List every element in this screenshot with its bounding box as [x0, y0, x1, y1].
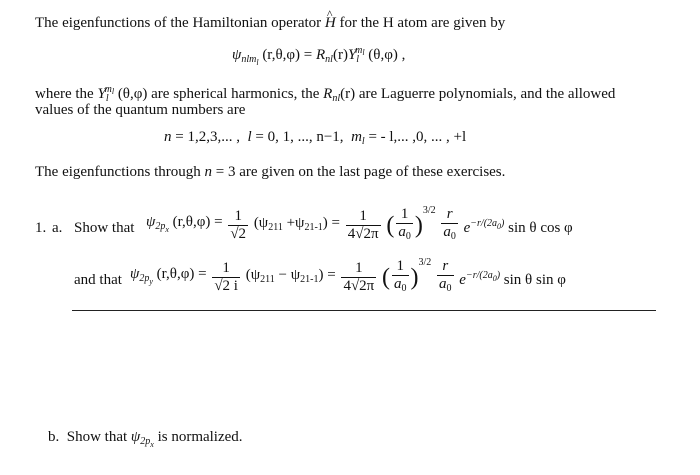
frac-num: 1 [346, 208, 381, 226]
and-that-text: and that [74, 272, 122, 288]
fraction-1-over-sqrt2i [212, 260, 240, 295]
problem-1b [48, 428, 243, 454]
through-n: n [204, 164, 213, 180]
paren-close: ) [414, 212, 423, 239]
frac-den-sub: 0 [446, 283, 452, 295]
combo-plus: +ψ [286, 215, 305, 232]
frac-den: a [394, 276, 402, 293]
frac-den-sub: 0 [401, 283, 407, 295]
frac-num: 1 [341, 260, 376, 278]
qn-l: l [247, 129, 252, 145]
frac-num: 1 [396, 206, 413, 224]
frac-den: 4√2π [347, 226, 379, 243]
frac-den: √2 [230, 226, 247, 243]
ylm-inline: Y [97, 86, 106, 102]
paren-close: ) [410, 264, 419, 291]
frac-den: a [443, 224, 451, 241]
problem-1b-text-b: is normalized. [157, 429, 243, 445]
combo-close: ) = [318, 267, 336, 284]
frac-num: 1 [392, 258, 409, 276]
exp-power-end: ) [496, 269, 501, 281]
qn-m: m [351, 129, 362, 145]
paren-open: ( [382, 264, 390, 291]
qn-n-values: = 1,2,3,... , [175, 129, 240, 145]
frac-den-sub: 0 [450, 231, 456, 243]
combo-sub-2: 21-1 [304, 222, 323, 234]
exp-e: e [463, 219, 471, 236]
psi-2px-1b-subsub: x [150, 440, 154, 449]
exponent-3-2: 3/2 [418, 257, 432, 268]
psi-subscript-2: l [256, 58, 259, 67]
fraction-r-over-a0 [441, 206, 458, 245]
intro-text-pre: The eigenfunctions of the Hamiltonian operator [35, 15, 322, 31]
exp-power-end: ) [501, 217, 505, 229]
through-line [35, 163, 505, 181]
psi-2py: ψ [130, 265, 140, 282]
psi-2px-1b: ψ [130, 429, 141, 445]
hamiltonian-operator: ^ H [325, 14, 336, 32]
ylm-superscript: m [355, 45, 363, 56]
rnl-inline-sub: nl [332, 93, 341, 104]
where-line-2: values of the quantum numbers are [35, 102, 246, 118]
fraction-1-over-a0 [392, 258, 409, 297]
psi-args: (r,θ,φ) = [262, 47, 313, 63]
frac-num: r [441, 206, 458, 224]
radial-args: (r) [332, 47, 348, 63]
ylm-inline-sup-sub: l [111, 87, 115, 96]
trig-factor: sin θ cos φ [508, 219, 573, 236]
fraction-1-over-4sqrt2pi [341, 260, 376, 295]
fraction-1-over-4sqrt2pi [346, 208, 381, 243]
combo-sub-1: 211 [260, 274, 275, 286]
combo-sub-1: 211 [268, 222, 283, 234]
combo-open: (ψ [253, 215, 269, 232]
where-text-b: (θ,φ) are spherical harmonics, the [117, 86, 320, 102]
combo-close: ) = [322, 215, 341, 232]
psi-2py-subsub: y [149, 276, 153, 286]
combo-minus: − ψ [278, 267, 301, 284]
exp-power-sub: 0 [497, 221, 502, 231]
where-text-c: (r) are Laguerre polynomials, and the allowed [340, 86, 616, 102]
where-text-a: where the [35, 86, 94, 102]
problem-1b-text-a: Show that [66, 429, 128, 445]
psi-2px-subsub: x [165, 224, 169, 234]
ylm-inline-sub: l [105, 93, 109, 104]
show-that-1a: Show that [74, 220, 135, 236]
combo-open: (ψ [245, 267, 261, 284]
psi-2px-args: (r,θ,φ) = [172, 213, 223, 230]
frac-den: a [398, 224, 406, 241]
fraction-1-over-a0 [396, 206, 413, 245]
through-text-b: = 3 are given on the last page of these exercises. [215, 164, 506, 180]
frac-num: 1 [212, 260, 240, 278]
qn-l-values: = 0, 1, ..., n−1, [255, 129, 344, 145]
exp-power: −r/(2a [470, 217, 498, 229]
qn-m-sub: l [361, 136, 365, 147]
ylm-superscript-sub: l [362, 48, 365, 57]
problem-1b-label: b. [48, 429, 60, 445]
psi-2py-args: (r,θ,φ) = [156, 265, 207, 282]
rnl-inline: R [323, 86, 333, 102]
psi-2px: ψ [146, 213, 156, 230]
frac-den: a [439, 276, 447, 293]
psi-subscript: nlm [241, 54, 257, 65]
fraction-r-over-a0 [437, 258, 454, 297]
intro-line [35, 14, 505, 32]
psi-2px-sub: 2p [155, 220, 166, 232]
exp-e: e [459, 271, 466, 288]
exp-power-sub: 0 [492, 273, 497, 283]
fraction-1-over-sqrt2 [228, 208, 248, 243]
psi-2px-1b-sub: 2p [140, 436, 151, 447]
main-equation [232, 42, 405, 72]
radial-symbol: R [316, 47, 326, 63]
frac-den: 4√2π [343, 278, 375, 295]
frac-den-sub: 0 [405, 231, 411, 243]
psi-symbol: ψ [232, 47, 242, 63]
qn-m-values: = - l,... ,0, ... , +l [368, 129, 467, 145]
ylm-subscript: l [356, 54, 360, 65]
psi-2py-sub: 2p [139, 272, 150, 284]
divider-line [72, 310, 656, 311]
problem-1a-second-equation [130, 254, 566, 297]
combo-sub-2: 21-1 [300, 274, 319, 286]
ylm-symbol: Y [347, 47, 357, 63]
trig-factor: sin θ sin φ [503, 271, 566, 288]
qn-n: n [164, 129, 172, 145]
problem-1a-label: a. [52, 220, 63, 236]
paren-open: ( [386, 212, 395, 239]
ylm-inline-sup: m [104, 84, 112, 95]
through-text-a: The eigenfunctions through [35, 164, 201, 180]
ylm-args: (θ,φ) , [368, 47, 406, 63]
problem-number: 1. [35, 220, 47, 236]
frac-num: r [437, 258, 454, 276]
problem-1a-equation [146, 202, 573, 245]
frac-den: √2 i [214, 278, 238, 295]
quantum-numbers [164, 128, 466, 151]
frac-num: 1 [228, 208, 248, 226]
radial-subscript: nl [325, 54, 333, 65]
intro-text-post: for the H atom are given by [339, 15, 506, 31]
exp-power: −r/(2a [465, 269, 493, 281]
exponent-3-2: 3/2 [422, 205, 436, 216]
